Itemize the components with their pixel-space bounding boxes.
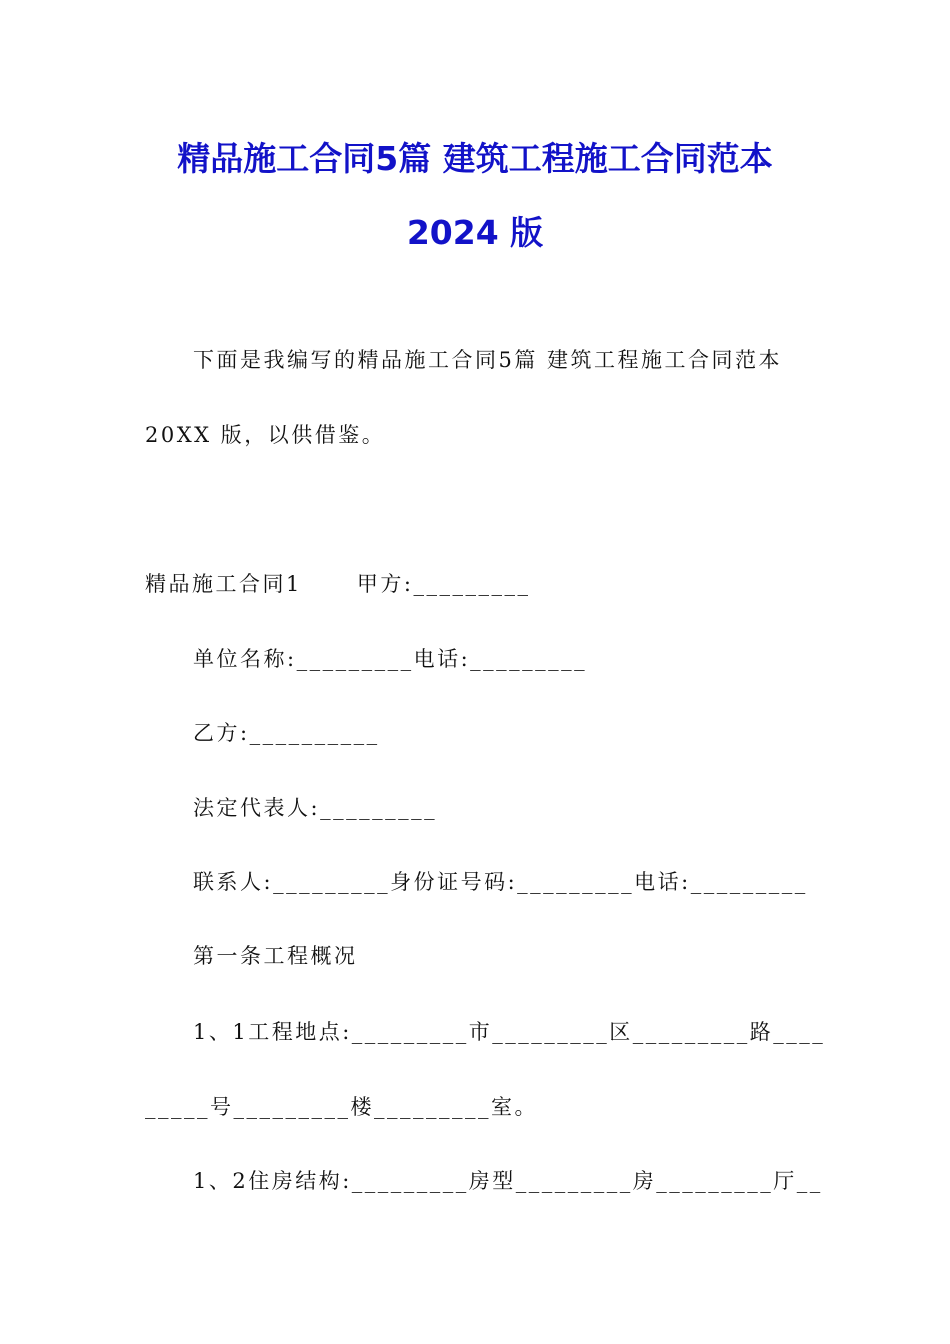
contact-field: 联系人:_________身份证号码:_________电话:_________ xyxy=(193,870,808,894)
housing-structure-line: 1、2住房结构:_________房型_________房_________厅__ xyxy=(193,1169,823,1193)
intro-line-1: 下面是我编写的精品施工合同5篇 建筑工程施工合同范本 xyxy=(193,348,783,372)
contract-heading: 精品施工合同1 甲方:_________ xyxy=(145,572,531,596)
doc-title-line-2: 2024 版 xyxy=(406,213,544,252)
intro-line-2: 20XX 版，以供借鉴。 xyxy=(145,423,386,447)
doc-title-line-1: 精品施工合同5篇 建筑工程施工合同范本 xyxy=(177,139,773,178)
article-1-heading: 第一条工程概况 xyxy=(193,944,358,968)
legal-rep-field: 法定代表人:_________ xyxy=(193,796,438,820)
party-b-field: 乙方:__________ xyxy=(193,721,380,745)
project-location-line-2: _____号_________楼_________室。 xyxy=(145,1095,538,1119)
project-location-line-1: 1、1工程地点:_________市_________区_________路____ xyxy=(193,1020,826,1044)
unit-name-field: 单位名称:_________电话:_________ xyxy=(193,647,588,671)
